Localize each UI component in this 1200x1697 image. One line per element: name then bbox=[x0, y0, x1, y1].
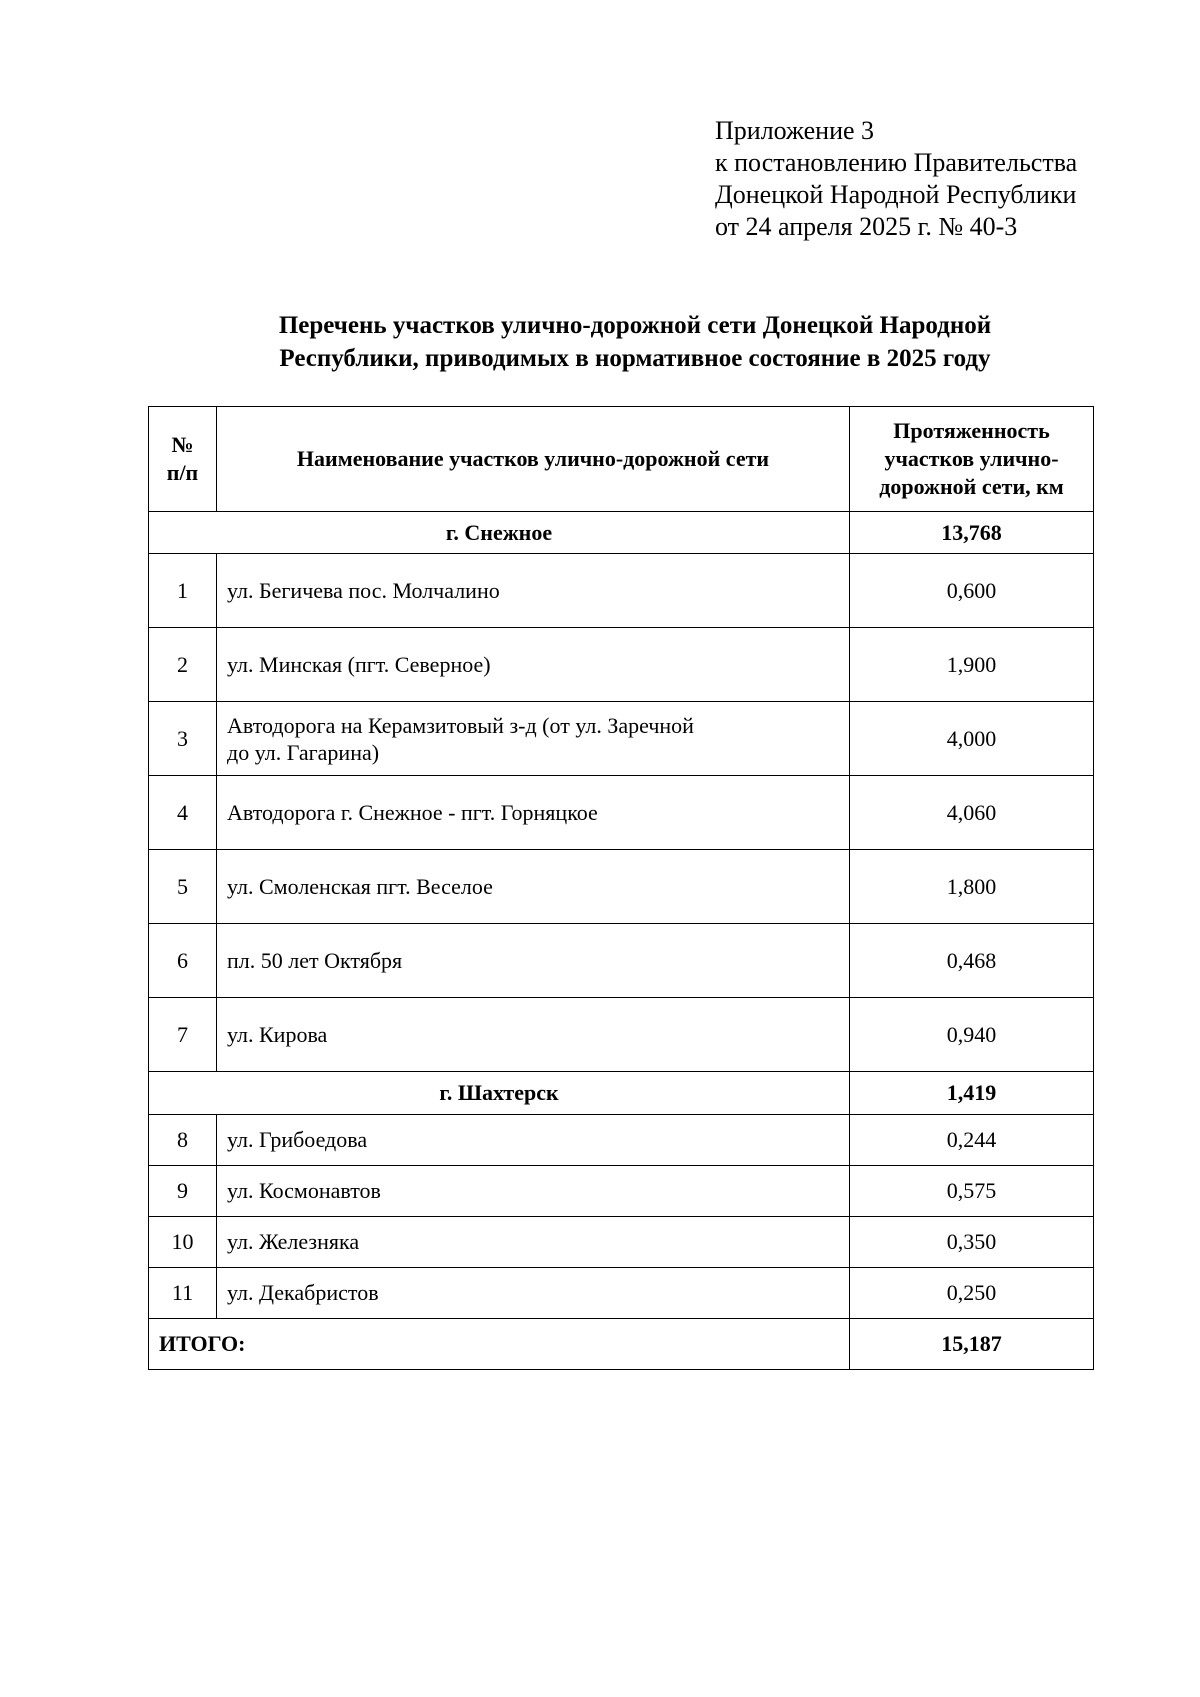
road-sections-table bbox=[148, 406, 1094, 1370]
row-name: ул. Бегичева пос. Молчалино bbox=[217, 554, 850, 628]
row-length: 4,060 bbox=[850, 776, 1094, 850]
row-number: 4 bbox=[149, 776, 217, 850]
row-number: 8 bbox=[149, 1115, 217, 1166]
appendix-header bbox=[715, 115, 1077, 243]
row-length: 1,900 bbox=[850, 628, 1094, 702]
row-number: 10 bbox=[149, 1217, 217, 1268]
row-length: 4,000 bbox=[850, 702, 1094, 776]
table-row bbox=[149, 998, 1094, 1072]
row-length: 0,940 bbox=[850, 998, 1094, 1072]
appendix-line: Приложение 3 bbox=[715, 116, 875, 145]
row-number: 9 bbox=[149, 1166, 217, 1217]
table-header-row bbox=[149, 407, 1094, 512]
row-name: ул. Грибоедова bbox=[217, 1115, 850, 1166]
row-name: ул. Кирова bbox=[217, 998, 850, 1072]
row-number: 6 bbox=[149, 924, 217, 998]
table-row bbox=[149, 850, 1094, 924]
title-line-2: Республики, приводимых в нормативное состояние в 2025 году bbox=[279, 345, 991, 372]
group-total: 1,419 bbox=[850, 1072, 1094, 1115]
row-name: ул. Декабристов bbox=[217, 1268, 850, 1319]
group-name: г. Снежное bbox=[149, 512, 850, 554]
appendix-line: от 24 апреля 2025 г. № 40-3 bbox=[715, 212, 1018, 241]
table-row bbox=[149, 1115, 1094, 1166]
row-length: 0,350 bbox=[850, 1217, 1094, 1268]
row-length: 0,600 bbox=[850, 554, 1094, 628]
table-row bbox=[149, 924, 1094, 998]
group-row-shakhtersk bbox=[149, 1072, 1094, 1115]
table-row bbox=[149, 554, 1094, 628]
table-row bbox=[149, 1166, 1094, 1217]
row-length: 0,244 bbox=[850, 1115, 1094, 1166]
row-name: Автодорога на Керамзитовый з-д (от ул. Заречной до ул. Гагарина) bbox=[217, 702, 850, 776]
row-number: 3 bbox=[149, 702, 217, 776]
group-name: г. Шахтерск bbox=[149, 1072, 850, 1115]
row-number: 1 bbox=[149, 554, 217, 628]
table-row bbox=[149, 628, 1094, 702]
header-number: № п/п bbox=[149, 407, 217, 512]
row-length: 0,250 bbox=[850, 1268, 1094, 1319]
table-row bbox=[149, 776, 1094, 850]
row-number: 5 bbox=[149, 850, 217, 924]
row-number: 7 bbox=[149, 998, 217, 1072]
header-name: Наименование участков улично-дорожной сети bbox=[217, 407, 850, 512]
table-row bbox=[149, 1268, 1094, 1319]
title-line-1: Перечень участков улично-дорожной сети Донецкой Народной bbox=[278, 312, 992, 339]
total-row bbox=[149, 1319, 1094, 1370]
row-length: 0,468 bbox=[850, 924, 1094, 998]
row-length: 0,575 bbox=[850, 1166, 1094, 1217]
row-name: Автодорога г. Снежное - пгт. Горняцкое bbox=[217, 776, 850, 850]
table-row bbox=[149, 1217, 1094, 1268]
row-number: 11 bbox=[149, 1268, 217, 1319]
total-value: 15,187 bbox=[850, 1319, 1094, 1370]
group-total: 13,768 bbox=[850, 512, 1094, 554]
row-name: ул. Смоленская пгт. Веселое bbox=[217, 850, 850, 924]
row-name: ул. Космонавтов bbox=[217, 1166, 850, 1217]
header-length: Протяженность участков улично- дорожной сети, км bbox=[850, 407, 1094, 512]
group-row-snezhnoe bbox=[149, 512, 1094, 554]
document-title bbox=[150, 309, 1120, 375]
row-name: ул. Минская (пгт. Северное) bbox=[217, 628, 850, 702]
row-length: 1,800 bbox=[850, 850, 1094, 924]
appendix-line: Донецкой Народной Республики bbox=[715, 180, 1077, 209]
total-label: ИТОГО: bbox=[149, 1319, 850, 1370]
row-name: ул. Железняка bbox=[217, 1217, 850, 1268]
appendix-line: к постановлению Правительства bbox=[715, 148, 1078, 177]
row-number: 2 bbox=[149, 628, 217, 702]
row-name: пл. 50 лет Октября bbox=[217, 924, 850, 998]
table-row bbox=[149, 702, 1094, 776]
